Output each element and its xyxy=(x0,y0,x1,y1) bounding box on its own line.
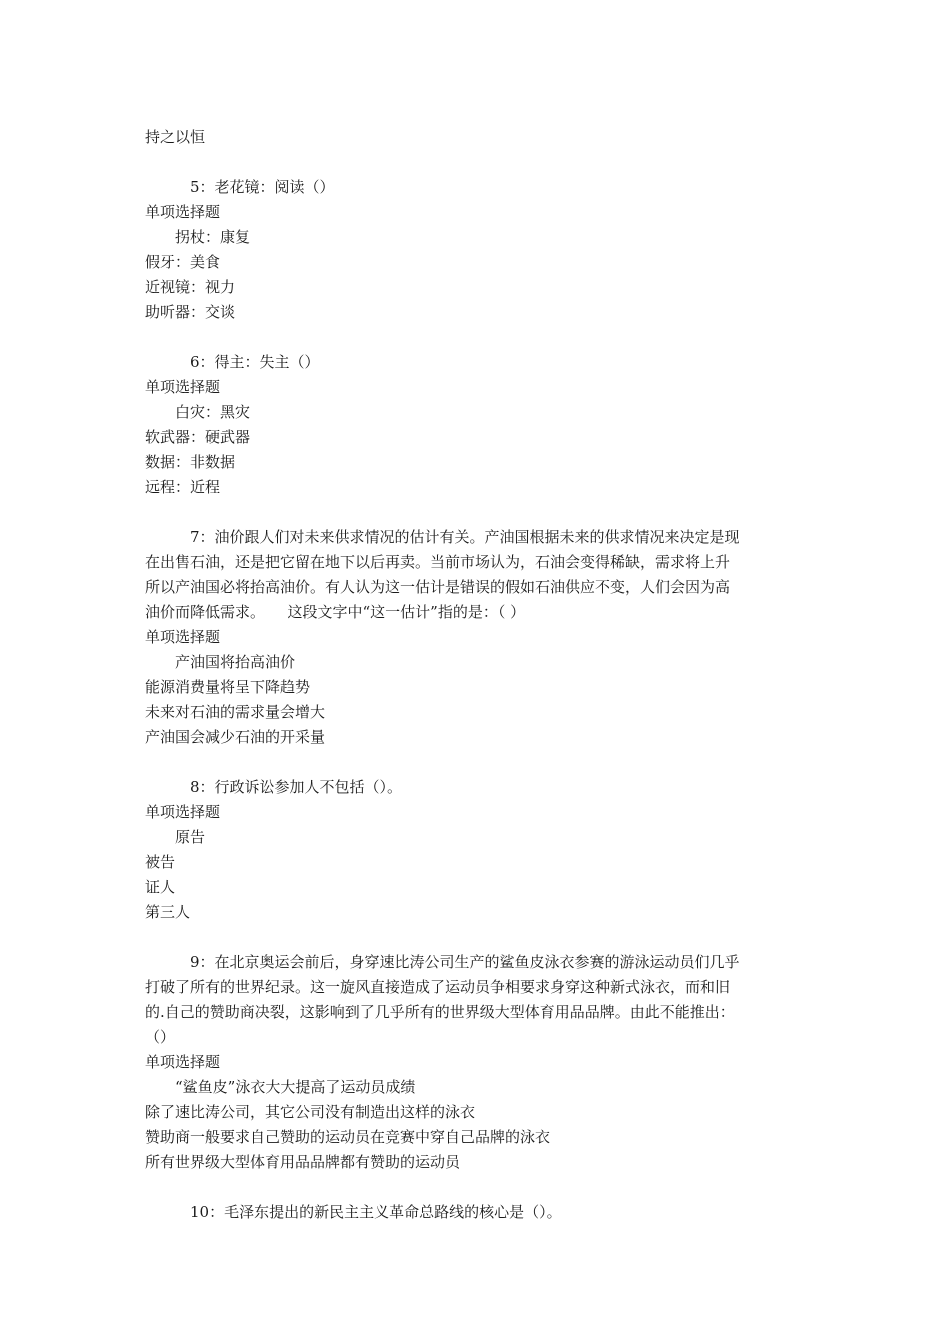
question-stem-line-3: 所以产油国必将抬高油价。有人认为这一估计是错误的假如石油供应不变，人们会因为高 xyxy=(145,578,731,596)
carry-over-answer: 持之以恒 xyxy=(145,128,206,146)
question-stem: 10：毛泽东提出的新民主主义革命总路线的核心是（）。 xyxy=(190,1203,562,1221)
question-6 xyxy=(145,350,810,500)
question-stem: 5：老花镜：阅读（） xyxy=(190,178,335,196)
document-content xyxy=(145,125,810,1225)
option-b: 能源消费量将呈下降趋势 xyxy=(145,678,311,696)
question-stem-line-3: 的.自己的赞助商决裂，这影响到了几乎所有的世界级大型体育用品品牌。由此不能推出： xyxy=(145,1003,735,1021)
question-stem-line-1: 7：油价跟人们对未来供求情况的估计有关。产油国根据未来的供求情况来决定是现 xyxy=(190,528,740,546)
question-type: 单项选择题 xyxy=(145,628,221,646)
option-a: 白灾：黑灾 xyxy=(175,403,251,421)
question-5 xyxy=(145,175,810,325)
option-d: 产油国会减少石油的开采量 xyxy=(145,728,326,746)
option-a: 产油国将抬高油价 xyxy=(175,653,296,671)
question-stem: 6：得主：失主（） xyxy=(190,353,320,371)
question-type: 单项选择题 xyxy=(145,1053,221,1071)
question-type: 单项选择题 xyxy=(145,803,221,821)
question-7 xyxy=(145,525,810,750)
option-a: 原告 xyxy=(175,828,206,846)
option-b: 除了速比涛公司，其它公司没有制造出这样的泳衣 xyxy=(145,1103,476,1121)
option-c: 赞助商一般要求自己赞助的运动员在竞赛中穿自己品牌的泳衣 xyxy=(145,1128,551,1146)
question-stem-line-2: 打破了所有的世界纪录。这一旋风直接造成了运动员争相要求身穿这种新式泳衣，而和旧 xyxy=(145,978,731,996)
question-9 xyxy=(145,950,810,1175)
question-type: 单项选择题 xyxy=(145,203,221,221)
option-b: 软武器：硬武器 xyxy=(145,428,251,446)
question-10 xyxy=(145,1200,810,1225)
question-stem: 8：行政诉讼参加人不包括（）。 xyxy=(190,778,403,796)
question-stem-line-4: 油价而降低需求。 这段文字中“这一估计”指的是：（ ） xyxy=(145,603,526,621)
option-d: 助听器：交谈 xyxy=(145,303,236,321)
question-stem-line-4: （） xyxy=(145,1028,176,1046)
option-b: 假牙：美食 xyxy=(145,253,221,271)
question-type: 单项选择题 xyxy=(145,378,221,396)
option-d: 第三人 xyxy=(145,903,191,921)
option-c: 近视镜：视力 xyxy=(145,278,236,296)
option-c: 数据：非数据 xyxy=(145,453,236,471)
option-d: 远程：近程 xyxy=(145,478,221,496)
question-8 xyxy=(145,775,810,925)
option-d: 所有世界级大型体育用品品牌都有赞助的运动员 xyxy=(145,1153,461,1171)
option-a: “鲨鱼皮”泳衣大大提高了运动员成绩 xyxy=(175,1078,416,1096)
question-stem-line-1: 9：在北京奥运会前后，身穿速比涛公司生产的鲨鱼皮泳衣参赛的游泳运动员们几乎 xyxy=(190,953,740,971)
question-stem-line-2: 在出售石油，还是把它留在地下以后再卖。当前市场认为，石油会变得稀缺，需求将上升 xyxy=(145,553,731,571)
option-c: 证人 xyxy=(145,878,176,896)
option-c: 未来对石油的需求量会增大 xyxy=(145,703,326,721)
option-a: 拐杖：康复 xyxy=(175,228,251,246)
option-b: 被告 xyxy=(145,853,176,871)
